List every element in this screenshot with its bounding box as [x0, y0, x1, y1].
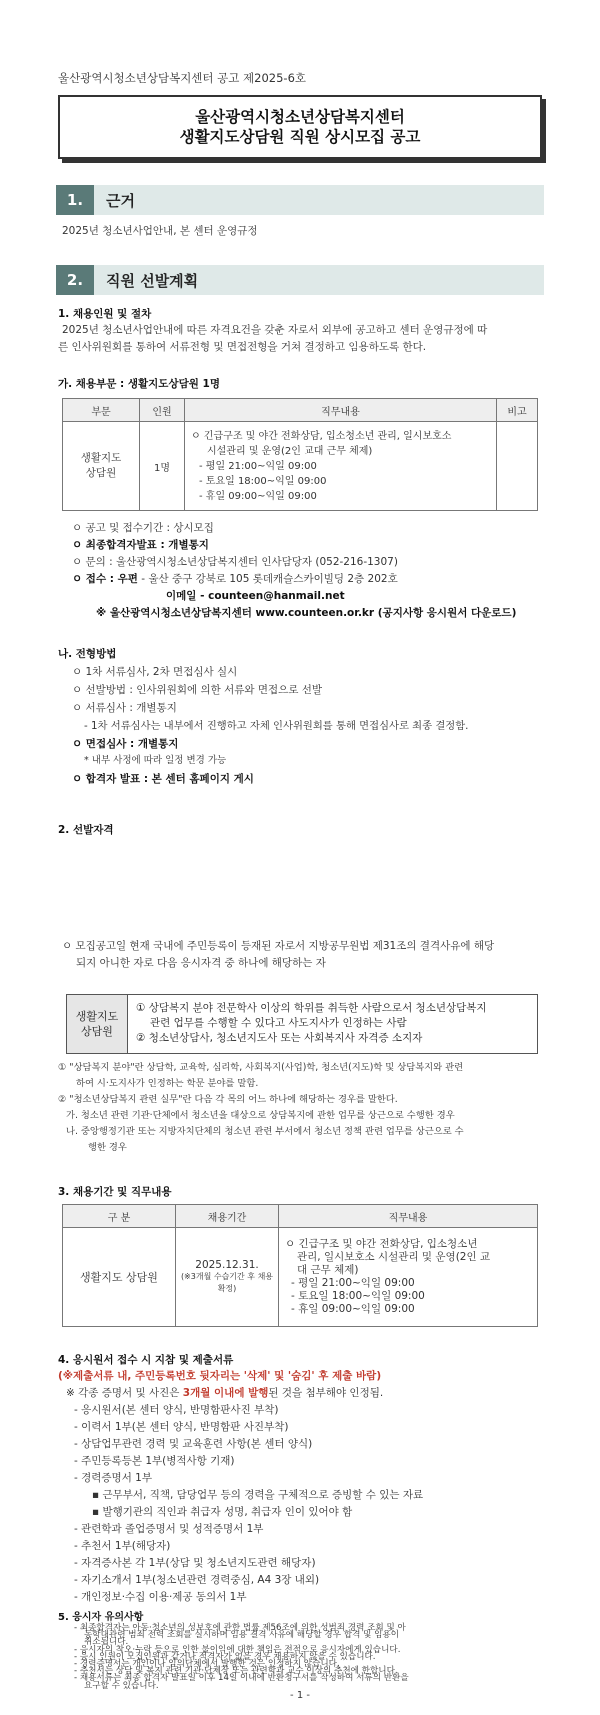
period-table [62, 1204, 538, 1327]
guide-email: 이메일 - counteen@hanmail.net [166, 590, 345, 602]
section-1-body: 2025년 청소년사업안내, 본 센터 운영규정 [62, 225, 258, 237]
section-2-header [56, 265, 544, 295]
notice-number: 울산광역시청소년상담복지센터 공고 제2025-6호 [58, 71, 307, 85]
doc-item: - 개인정보·수집 이용·제공 동의서 1부 [74, 1591, 247, 1603]
section-1-title: 근거 [94, 185, 544, 215]
method-line: ㅇ 서류심사 : 개별통지 [72, 702, 177, 714]
table-row [63, 422, 538, 511]
doc-item: - 자기소개서 1부(청소년관련 경력중심, A4 3장 내외) [74, 1574, 320, 1586]
method-line: ㅇ 합격자 발표 : 본 센터 홈페이지 게시 [72, 773, 254, 785]
subsection-1-heading: 1. 채용인원 및 절차 [58, 308, 152, 320]
qualification-line-1: ㅇ 모집공고일 현재 국내에 주민등록이 등재된 자로서 지방공무원법 제31조의 결격사유에 해당 [62, 940, 495, 952]
method-line: ㅇ 1차 서류심사, 2차 면접심사 실시 [72, 666, 238, 678]
footnote: ① "상담복지 분야"란 상담학, 교육학, 심리학, 사회복지(사업)학, 청소년(지도)학 및 상담복지와 관련 [58, 1062, 464, 1073]
footnote: 하여 시·도지사가 인정하는 학문 분야를 말함. [76, 1078, 259, 1089]
doc-item: - 관련학과 졸업증명서 및 성적증명서 1부 [74, 1523, 264, 1535]
subsection-1-body-2: 른 인사위원회를 통하여 서류전형 및 면접전형을 거쳐 결정하고 임용하도록 한다. [58, 341, 427, 353]
note-item: - 채용서류는 최종 합격자 발표일 이후 14일 이내에 반환청구서를 작성하여 서류의 반환을 [74, 1673, 409, 1684]
note-item: - 최종합격자는 아동·청소년의 성보호에 관한 법률 제56조에 의한 성범죄 경력 조회 및 아 [74, 1623, 406, 1633]
method-line: - 1차 서류심사는 내부에서 진행하고 자체 인사위원회를 통해 면접심사로 최종 결정함. [84, 720, 469, 732]
qbox-line: ① 상담복지 분야 전문학사 이상의 학위를 취득한 사람으로서 청소년상담복지 [136, 1002, 487, 1014]
title-line-1: 울산광역시청소년상담복지센터 [195, 108, 405, 126]
guide-final-announce: ㅇ 최종합격자발표 : 개별통지 [72, 539, 209, 551]
qualification-line-2: 되지 아니한 자로 다음 응시자격 중 하나에 해당하는 자 [76, 957, 326, 969]
doc-item: - 응시원서(본 센터 양식, 반명함판사진 부착) [74, 1404, 279, 1416]
duty-line: - 평일 21:00~익일 09:00 [199, 460, 317, 472]
title-line-2: 생활지도상담원 직원 상시모집 공고 [179, 128, 421, 146]
table-header-cell: 인원 [140, 399, 185, 422]
duty-line: 시설관리 및 운영(2인 교대 근무 체제) [207, 445, 373, 457]
qbox-label-2: 상담원 [81, 1025, 113, 1038]
method-line: ㅇ 면접심사 : 개별통지 [72, 738, 179, 750]
subsection-4-heading: 4. 응시원서 접수 시 지참 및 제출서류 [58, 1354, 234, 1366]
duty-line: ㅇ 긴급구조 및 야간 전화상담, 입소청소년 관리, 일시보호소 [191, 430, 452, 442]
subsection-3-heading: 3. 채용기간 및 직무내용 [58, 1186, 172, 1198]
guide-submission-address: - 울산 중구 강북로 105 롯데캐슬스카이빌딩 2층 202호 [137, 573, 398, 585]
period-date: 2025.12.31. [195, 1259, 259, 1271]
qualification-box [66, 994, 538, 1054]
table-header-row [63, 1205, 538, 1228]
note-item: - 응시 인원이 모집인원과 같거나 적격자가 없을 경우 채용하지 않을 수 있습니다. [74, 1651, 376, 1662]
guide-inquiry: ㅇ 문의 : 울산광역시청소년상담복지센터 인사담당자 (052-216-1307) [72, 556, 398, 568]
guide-website: ※ 울산광역시청소년상담복지센터 www.counteen.or.kr (공지사항 응시원서 다운로드) [96, 607, 517, 619]
note-item: 동학대관련 범죄 전력 조회를 실시하며 임용 결격 사유에 해당할 경우 합격 및 임용이 [84, 1630, 400, 1641]
submission-note-pre: ※ 각종 증명서 및 사진은 [66, 1387, 183, 1399]
doc-item: - 주민등록등본 1부(병적사항 기재) [74, 1455, 235, 1467]
footnote: ② "청소년상담복지 관련 실무"란 다음 각 목의 어느 하나에 해당하는 경우를 말한다. [58, 1094, 398, 1105]
ga-heading: 가. 채용부문 : 생활지도상담원 1명 [58, 378, 220, 390]
period-duty-cell [279, 1228, 538, 1327]
table-header-cell: 비고 [497, 399, 538, 422]
doc-item: - 상담업무관련 경력 및 교육훈련 사항(본 센터 양식) [74, 1438, 313, 1450]
period-cell [176, 1228, 279, 1327]
note-item: - 응시자의 착오·누락 등으로 인한 불이익에 대한 책임은 전적으로 응시자에게 있습니다. [74, 1644, 401, 1655]
qbox-line: ② 청소년상담사, 청소년지도사 또는 사회복지사 자격증 소지자 [136, 1032, 423, 1044]
submission-note [66, 1385, 383, 1401]
doc-subitem: ▪ 발행기관의 직인과 취급자 성명, 취급자 인이 있어야 함 [92, 1506, 353, 1518]
method-line: ㅇ 선발방법 : 인사위원회에 의한 서류와 면접으로 선발 [72, 684, 323, 696]
doc-item: - 이력서 1부(본 센터 양식, 반명함판 사진부착) [74, 1421, 289, 1433]
duty-line: 대 근무 체제) [297, 1264, 359, 1276]
qualification-box-label [67, 995, 128, 1053]
footnote: 나. 중앙행정기관 또는 지방자치단체의 청소년 관련 부서에서 청소년 정책 관련 업무를 상근으로 수 [66, 1126, 464, 1137]
table-header-cell: 채용기간 [176, 1205, 279, 1228]
submission-note-post: 된 것을 첨부해야 인정됨. [268, 1387, 384, 1399]
section-1-header [56, 185, 544, 215]
subsection-2-heading: 2. 선발자격 [58, 824, 114, 836]
note-item: 요구할 수 있습니다. [84, 1680, 159, 1691]
guide-period: ㅇ 공고 및 접수기간 : 상시모집 [72, 522, 214, 534]
na-heading: 나. 전형방법 [58, 648, 117, 660]
note-item: - 추천서는 상담 및 복지 관련 기관·단체장 또는 관련학과 교수 이상의 추천에 한합니다. [74, 1666, 398, 1677]
duty-line: - 토요일 18:00~익일 09:00 [291, 1290, 425, 1302]
notes-list [74, 1625, 409, 1690]
qualification-box-content [128, 995, 537, 1053]
period-dept-cell: 생활지도 상담원 [63, 1228, 176, 1327]
table-header-row [63, 399, 538, 422]
guide-submission [72, 571, 398, 587]
table-header-cell: 부문 [63, 399, 140, 422]
recruit-table [62, 398, 538, 511]
period-note: 확정) [217, 1284, 237, 1293]
guide-submission-label: ㅇ 접수 : 우편 [72, 573, 138, 585]
page-number: - 1 - [290, 1690, 310, 1701]
duty-line: ㅇ 긴급구조 및 야간 전화상담, 입소청소년 [285, 1238, 478, 1250]
footnote: 가. 청소년 관련 기관·단체에서 청소년을 대상으로 상담복지에 관한 업무를 상근으로 수행한 경우 [66, 1110, 455, 1121]
doc-item: - 추천서 1부(해당자) [74, 1540, 171, 1552]
subsection-5-heading: 5. 응시자 유의사항 [58, 1612, 144, 1623]
dept-line-1: 생활지도 [80, 452, 122, 464]
note-item: - 경력증명서는 개인이나 임의단체에서 발행한 것은 인정하지 않습니다. [74, 1659, 340, 1670]
duty-cell [185, 422, 497, 511]
doc-item: - 자격증사본 각 1부(상담 및 청소년지도관련 해당자) [74, 1557, 316, 1569]
table-header-cell: 직무내용 [279, 1205, 538, 1228]
duty-line: 관리, 일시보호소 시설관리 및 운영(2인 교 [297, 1251, 491, 1263]
section-1-number: 1. [56, 185, 94, 215]
period-note: (※3개월 수습기간 후 채용 [180, 1272, 274, 1281]
section-2-title: 직원 선발계획 [94, 265, 544, 295]
dept-line-2: 상담원 [85, 467, 117, 479]
subsection-1-body-1: 2025년 청소년사업안내에 따른 자격요건을 갖춘 자로서 외부에 공고하고 센터 운영규정에 따 [62, 324, 488, 336]
table-header-cell: 구 분 [63, 1205, 176, 1228]
footnote: 행한 경우 [88, 1142, 127, 1153]
note-item: 취소됩니다. [84, 1637, 129, 1648]
submission-warning: (※제출서류 내, 주민등록번호 뒷자리는 '삭제' 및 '숨김' 후 제출 바람) [58, 1370, 382, 1382]
qbox-line: 관련 업무를 수행할 수 있다고 사도지사가 인정하는 사람 [150, 1017, 407, 1029]
section-2-number: 2. [56, 265, 94, 295]
note-cell [497, 422, 538, 511]
doc-subitem: ▪ 근무부서, 직책, 담당업무 등의 경력을 구체적으로 증빙할 수 있는 자료 [92, 1489, 424, 1501]
title-box [58, 95, 542, 159]
dept-cell [63, 422, 140, 511]
duty-line: - 평일 21:00~익일 09:00 [291, 1277, 415, 1289]
duty-line: - 휴일 09:00~익일 09:00 [291, 1303, 415, 1315]
table-header-cell: 직무내용 [185, 399, 497, 422]
doc-item: - 경력증명서 1부 [74, 1472, 153, 1484]
duty-line: - 토요일 18:00~익일 09:00 [199, 475, 327, 487]
method-note: * 내부 사정에 따라 일정 변경 가능 [84, 755, 227, 766]
duty-line: - 휴일 09:00~익일 09:00 [199, 490, 317, 502]
count-cell: 1명 [140, 422, 185, 511]
qbox-label-1: 생활지도 [75, 1010, 119, 1023]
table-row [63, 1228, 538, 1327]
submission-note-highlight: 3개월 이내에 발행 [182, 1387, 269, 1399]
